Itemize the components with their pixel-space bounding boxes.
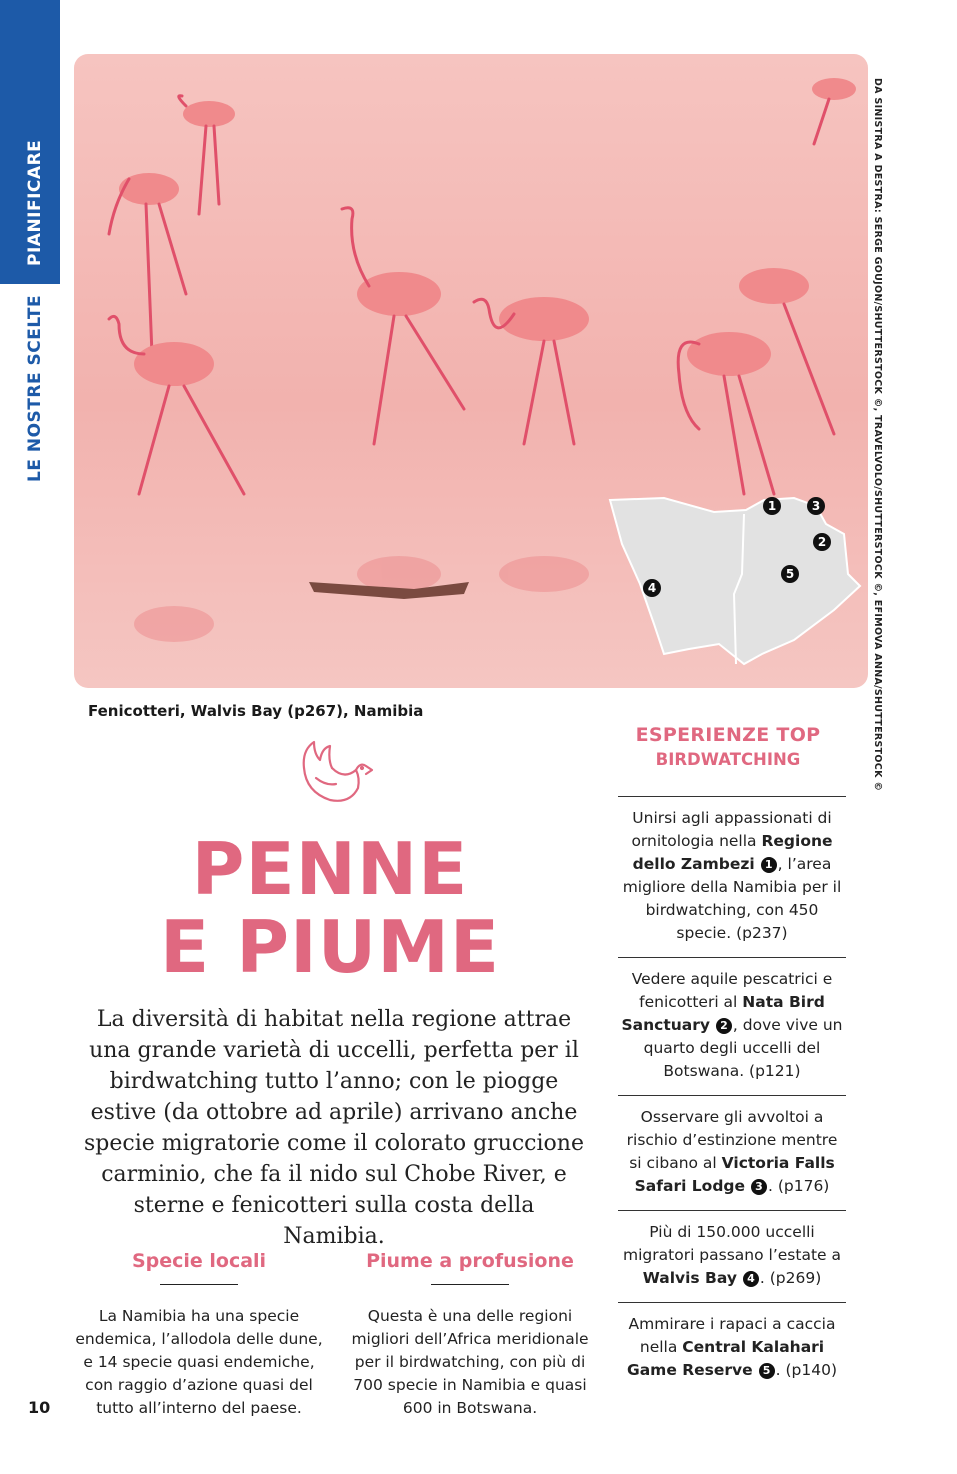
divider (431, 1284, 509, 1285)
top-experiences-list (618, 796, 846, 1394)
list-item: Unirsi agli appassionati di ornitologia nella Regione dello Zambezi 1 , l’area migliore della Namibia per il birdwatching, con 450 specie. (p237) (618, 796, 846, 957)
page-title: PENNE E PIUME (159, 827, 501, 989)
divider (160, 1284, 238, 1285)
list-item: Osservare gli avvoltoi a rischio d’estinzione mentre si cibano al Victoria Falls Safari Lodge 3 . (p176) (618, 1095, 846, 1210)
number-badge: 4 (743, 1271, 759, 1287)
map-marker: 5 (785, 567, 795, 581)
map-marker: 3 (811, 499, 821, 513)
subsection-text: Questa è una delle regioni migliori dell’Africa meridionale per il birdwatching, con più di 700 specie in Namibia e quasi 600 in Botswana. (351, 1307, 589, 1417)
subsection-feathers (345, 1250, 595, 1420)
number-badge: 3 (751, 1179, 767, 1195)
number-badge: 2 (716, 1018, 732, 1034)
map-marker: 2 (817, 535, 827, 549)
top-experiences-heading: ESPERIENZE TOP BIRDWATCHING (635, 724, 821, 769)
photo-caption: Fenicotteri, Walvis Bay (p267), Namibia (88, 702, 424, 720)
list-item: Più di 150.000 uccelli migratori passano l’estate a Walvis Bay 4 . (p269) (618, 1210, 846, 1302)
section-tab-label: PIANIFICARE (25, 139, 45, 266)
intro-paragraph: La diversità di habitat nella regione attrae una grande varietà di uccelli, perfetta per il birdwatching tutto l’anno; con le piogge estive (da ottobre ad aprile) arrivano anche specie migratorie come il colorato gruccione carminio, che fa il nido sul Chobe River, e sterne e fenicotteri sulla costa della Namibia. (84, 1007, 584, 1249)
map-marker: 1 (767, 499, 777, 513)
subsection-heading: Piume a profusione (366, 1250, 574, 1272)
flamingo-photo (74, 54, 868, 688)
number-badge: 1 (761, 857, 777, 873)
number-badge: 5 (759, 1363, 775, 1379)
section-sub-label: LE NOSTRE SCELTE (25, 294, 45, 482)
subsection-text: La Namibia ha una specie endemica, l’allodola delle dune, e 14 specie quasi endemiche, con raggio d’azione quasi del tutto all’interno del paese. (75, 1307, 323, 1417)
photo-credit: DA SINISTRA A DESTRA: SERGE GOUJON/SHUTTERSTOCK ©, TRAVELVOLO/SHUTTERSTOCK ©, EFIMOVA ANNA/SHUTTERSTOCK © (872, 78, 883, 792)
bird-icon (296, 740, 374, 812)
subsection-heading: Specie locali (131, 1250, 267, 1272)
map-marker: 4 (647, 581, 657, 595)
page-number: 10 (28, 1398, 51, 1417)
list-item: Vedere aquile pescatrici e fenicotteri al Nata Bird Sanctuary 2 , dove vive un quarto degli uccelli del Botswana. (p121) (618, 957, 846, 1095)
subsection-local-species (74, 1250, 324, 1420)
list-item: Ammirare i rapaci a caccia nella Central Kalahari Game Reserve 5 . (p140) (618, 1302, 846, 1394)
